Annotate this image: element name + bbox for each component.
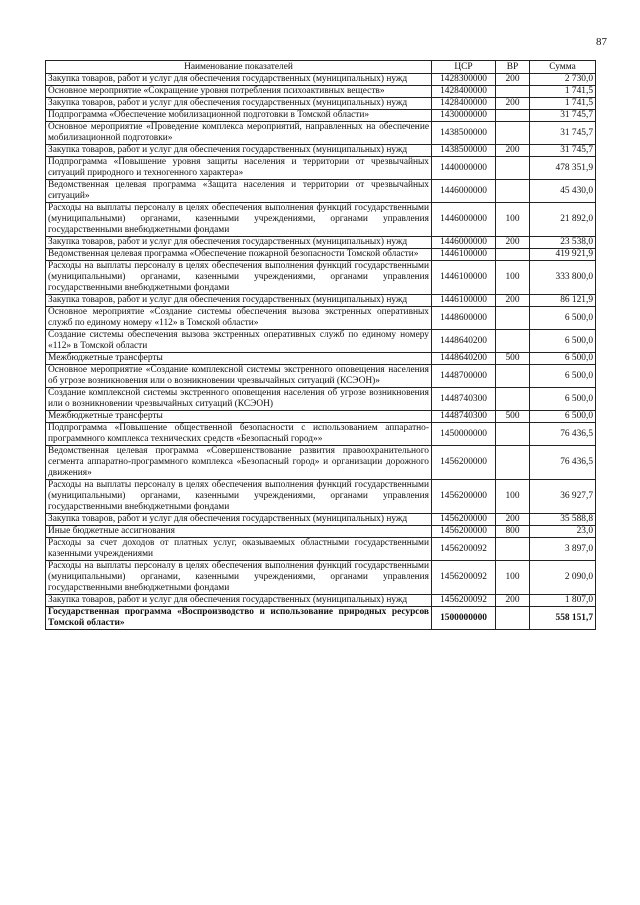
row-vr-cell: 200	[496, 74, 530, 86]
row-name-cell: Государственная программа «Воспроизводство и использование природных ресурсов Томской области»	[46, 607, 432, 630]
row-sum-cell: 6 500,0	[530, 330, 596, 353]
table-row	[46, 480, 596, 514]
table-row	[46, 330, 596, 353]
row-vr-cell	[496, 446, 530, 480]
row-sum-cell: 21 892,0	[530, 203, 596, 237]
row-vr-cell	[496, 122, 530, 145]
row-name-cell: Подпрограмма «Обеспечение мобилизационной подготовки в Томской области»	[46, 110, 432, 122]
row-vr-cell	[496, 157, 530, 180]
table-row	[46, 526, 596, 538]
row-sum-cell: 86 121,9	[530, 295, 596, 307]
row-name-cell: Ведомственная целевая программа «Совершенствование развития правоохранительного сегмента аппаратно-программного комплекса «Безопасный город» и организации дорожного движения»	[46, 446, 432, 480]
row-csr-cell: 1440000000	[432, 157, 496, 180]
row-csr-cell: 1456200000	[432, 514, 496, 526]
table-body	[46, 74, 596, 630]
row-vr-cell: 500	[496, 353, 530, 365]
row-vr-cell	[496, 249, 530, 261]
header-csr: ЦСР	[432, 61, 496, 74]
row-sum-cell: 6 500,0	[530, 307, 596, 330]
row-vr-cell: 800	[496, 526, 530, 538]
row-sum-cell: 31 745,7	[530, 110, 596, 122]
row-csr-cell: 1446000000	[432, 237, 496, 249]
row-vr-cell	[496, 86, 530, 98]
row-name-cell: Создание комплексной системы экстренного оповещения населения об угрозе возникновения или о возникновении чрезвычайных ситуаций (КСЭОН)	[46, 388, 432, 411]
row-vr-cell: 100	[496, 480, 530, 514]
row-csr-cell: 1456200092	[432, 538, 496, 561]
row-vr-cell: 200	[496, 98, 530, 110]
row-csr-cell: 1456200000	[432, 446, 496, 480]
row-vr-cell	[496, 365, 530, 388]
table-row	[46, 365, 596, 388]
row-name-cell: Межбюджетные трансферты	[46, 353, 432, 365]
row-vr-cell: 100	[496, 561, 530, 595]
page-number: 87	[596, 36, 607, 48]
row-name-cell: Расходы на выплаты персоналу в целях обеспечения выполнения функций государственными (муниципальными) органами, казенными учреждениями, органами управления государственными внебюджетными фондами	[46, 261, 432, 295]
row-csr-cell: 1428400000	[432, 98, 496, 110]
table-row	[46, 180, 596, 203]
row-sum-cell: 333 800,0	[530, 261, 596, 295]
row-csr-cell: 1448740300	[432, 388, 496, 411]
row-vr-cell	[496, 423, 530, 446]
row-vr-cell: 200	[496, 514, 530, 526]
table-row	[46, 74, 596, 86]
row-csr-cell: 1448640200	[432, 353, 496, 365]
table-row	[46, 237, 596, 249]
row-name-cell: Закупка товаров, работ и услуг для обеспечения государственных (муниципальных) нужд	[46, 514, 432, 526]
table-row	[46, 607, 596, 630]
row-sum-cell: 1 807,0	[530, 595, 596, 607]
row-sum-cell: 76 436,5	[530, 446, 596, 480]
row-csr-cell: 1430000000	[432, 110, 496, 122]
row-vr-cell: 200	[496, 237, 530, 249]
row-vr-cell	[496, 538, 530, 561]
row-vr-cell	[496, 388, 530, 411]
row-sum-cell: 35 588,8	[530, 514, 596, 526]
row-sum-cell: 2 730,0	[530, 74, 596, 86]
row-sum-cell: 76 436,5	[530, 423, 596, 446]
row-csr-cell: 1456200000	[432, 480, 496, 514]
row-vr-cell: 200	[496, 295, 530, 307]
header-sum: Сумма	[530, 61, 596, 74]
row-vr-cell: 100	[496, 203, 530, 237]
row-csr-cell: 1438500000	[432, 122, 496, 145]
row-vr-cell	[496, 330, 530, 353]
header-vr: ВР	[496, 61, 530, 74]
row-name-cell: Расходы на выплаты персоналу в целях обеспечения выполнения функций государственными (муниципальными) органами, казенными учреждениями, органами управления государственными внебюджетными фондами	[46, 203, 432, 237]
table-row	[46, 538, 596, 561]
table-row	[46, 295, 596, 307]
table-row	[46, 122, 596, 145]
table-header-row	[46, 61, 596, 74]
table-row	[46, 86, 596, 98]
row-csr-cell: 1450000000	[432, 423, 496, 446]
row-sum-cell: 36 927,7	[530, 480, 596, 514]
row-csr-cell: 1446000000	[432, 203, 496, 237]
row-csr-cell: 1448740300	[432, 411, 496, 423]
row-name-cell: Закупка товаров, работ и услуг для обеспечения государственных (муниципальных) нужд	[46, 295, 432, 307]
row-name-cell: Расходы за счет доходов от платных услуг, оказываемых областными государственными казенными учреждениями	[46, 538, 432, 561]
table-row	[46, 411, 596, 423]
row-name-cell: Основное мероприятие «Проведение комплекса мероприятий, направленных на обеспечение мобилизационной подготовки»	[46, 122, 432, 145]
row-vr-cell	[496, 607, 530, 630]
row-vr-cell	[496, 110, 530, 122]
row-name-cell: Подпрограмма «Повышение уровня защиты населения и территории от чрезвычайных ситуаций природного и техногенного характера»	[46, 157, 432, 180]
table-row	[46, 423, 596, 446]
row-sum-cell: 31 745,7	[530, 122, 596, 145]
row-vr-cell: 100	[496, 261, 530, 295]
row-name-cell: Расходы на выплаты персоналу в целях обеспечения выполнения функций государственными (муниципальными) органами, казенными учреждениями, органами управления государственными внебюджетными фондами	[46, 561, 432, 595]
row-sum-cell: 31 745,7	[530, 145, 596, 157]
row-sum-cell: 6 500,0	[530, 411, 596, 423]
row-sum-cell: 1 741,5	[530, 98, 596, 110]
row-sum-cell: 6 500,0	[530, 365, 596, 388]
table-row	[46, 145, 596, 157]
row-name-cell: Расходы на выплаты персоналу в целях обеспечения выполнения функций государственными (муниципальными) органами, казенными учреждениями, органами управления государственными внебюджетными фондами	[46, 480, 432, 514]
row-name-cell: Закупка товаров, работ и услуг для обеспечения государственных (муниципальных) нужд	[46, 74, 432, 86]
row-csr-cell: 1446100000	[432, 249, 496, 261]
table-row	[46, 561, 596, 595]
row-name-cell: Иные бюджетные ассигнования	[46, 526, 432, 538]
row-name-cell: Межбюджетные трансферты	[46, 411, 432, 423]
row-csr-cell: 1448640200	[432, 330, 496, 353]
row-vr-cell	[496, 307, 530, 330]
table-row	[46, 353, 596, 365]
budget-table	[45, 60, 596, 630]
table-row	[46, 388, 596, 411]
row-csr-cell: 1446100000	[432, 261, 496, 295]
row-name-cell: Закупка товаров, работ и услуг для обеспечения государственных (муниципальных) нужд	[46, 237, 432, 249]
header-name: Наименование показателей	[46, 61, 432, 74]
row-name-cell: Создание системы обеспечения вызова экстренных оперативных служб по единому номеру «112» в Томской области	[46, 330, 432, 353]
row-name-cell: Основное мероприятие «Создание комплексной системы экстренного оповещения населения об угрозе возникновения или о возникновении чрезвычайных ситуаций (КСЭОН)»	[46, 365, 432, 388]
row-name-cell: Закупка товаров, работ и услуг для обеспечения государственных (муниципальных) нужд	[46, 145, 432, 157]
row-name-cell: Основное мероприятие «Сокращение уровня потребления психоактивных веществ»	[46, 86, 432, 98]
row-sum-cell: 45 430,0	[530, 180, 596, 203]
row-vr-cell: 500	[496, 411, 530, 423]
table-row	[46, 98, 596, 110]
table-row	[46, 157, 596, 180]
row-name-cell: Закупка товаров, работ и услуг для обеспечения государственных (муниципальных) нужд	[46, 595, 432, 607]
row-csr-cell: 1428400000	[432, 86, 496, 98]
table-row	[46, 307, 596, 330]
row-csr-cell: 1456200000	[432, 526, 496, 538]
row-name-cell: Ведомственная целевая программа «Обеспечение пожарной безопасности Томской области»	[46, 249, 432, 261]
row-sum-cell: 478 351,9	[530, 157, 596, 180]
row-csr-cell: 1448600000	[432, 307, 496, 330]
table-row	[46, 249, 596, 261]
row-sum-cell: 3 897,0	[530, 538, 596, 561]
row-sum-cell: 23 538,0	[530, 237, 596, 249]
row-name-cell: Основное мероприятие «Создание системы обеспечения вызова экстренных оперативных служб по единому номеру «112» в Томской области»	[46, 307, 432, 330]
row-vr-cell: 200	[496, 145, 530, 157]
row-csr-cell: 1500000000	[432, 607, 496, 630]
row-sum-cell: 419 921,9	[530, 249, 596, 261]
row-name-cell: Подпрограмма «Повышение общественной безопасности с использованием аппаратно-программного комплекса технических средств «Безопасный город»»	[46, 423, 432, 446]
row-sum-cell: 6 500,0	[530, 353, 596, 365]
table-row	[46, 595, 596, 607]
table-row	[46, 514, 596, 526]
row-sum-cell: 6 500,0	[530, 388, 596, 411]
row-csr-cell: 1448700000	[432, 365, 496, 388]
row-name-cell: Закупка товаров, работ и услуг для обеспечения государственных (муниципальных) нужд	[46, 98, 432, 110]
table-row	[46, 261, 596, 295]
table-row	[46, 110, 596, 122]
row-sum-cell: 558 151,7	[530, 607, 596, 630]
row-vr-cell: 200	[496, 595, 530, 607]
row-csr-cell: 1446000000	[432, 180, 496, 203]
row-csr-cell: 1428300000	[432, 74, 496, 86]
row-csr-cell: 1456200092	[432, 595, 496, 607]
table-row	[46, 446, 596, 480]
row-name-cell: Ведомственная целевая программа «Защита населения и территории от чрезвычайных ситуаций»	[46, 180, 432, 203]
row-sum-cell: 1 741,5	[530, 86, 596, 98]
row-sum-cell: 23,0	[530, 526, 596, 538]
table-row	[46, 203, 596, 237]
row-csr-cell: 1446100000	[432, 295, 496, 307]
row-sum-cell: 2 090,0	[530, 561, 596, 595]
row-csr-cell: 1438500000	[432, 145, 496, 157]
row-vr-cell	[496, 180, 530, 203]
row-csr-cell: 1456200092	[432, 561, 496, 595]
